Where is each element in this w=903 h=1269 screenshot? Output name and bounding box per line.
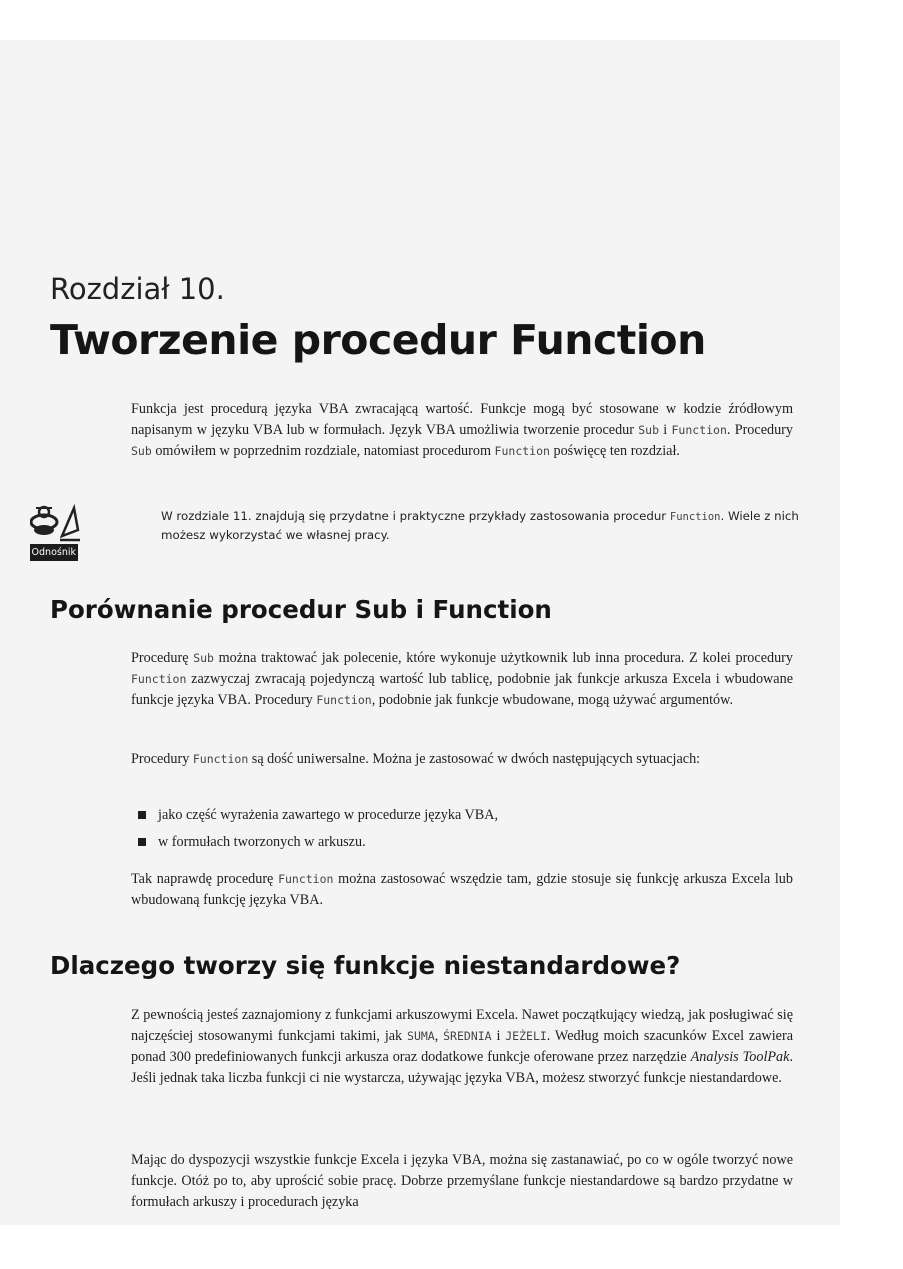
usage-list bbox=[136, 805, 498, 859]
bullet-square-icon bbox=[138, 838, 146, 846]
list-item: jako część wyrażenia zawartego w procedurze języka VBA, bbox=[136, 805, 498, 832]
reference-note-text: W rozdziale 11. znajdują się przydatne i praktyczne przykłady zastosowania procedur Function. Wiele z nich możesz wykorzystać we własnej pracy. bbox=[161, 509, 799, 542]
comparison-paragraph-1: Procedurę Sub można traktować jak polecenie, które wykonuje użytkownik lub inna procedura. Z kolei procedury Function zazwyczaj zwracają pojedynczą wartość lub tablicę, podobnie jak funkcje arkusza Excela i wbudowane funkcje języka VBA. Procedury Function, podobnie jak funkcje wbudowane, mogą używać argumentów. bbox=[131, 650, 793, 708]
comparison-paragraph-2: Procedury Function są dość uniwersalne. Można je zastosować w dwóch następujących sytuacjach: bbox=[131, 751, 701, 767]
comparison-paragraph-3: Tak naprawdę procedurę Function można zastosować wszędzie tam, gdzie stosuje się funkcję arkusza Excela lub wbudowaną funkcję języka VBA. bbox=[131, 871, 793, 908]
reference-label: Odnośnik bbox=[30, 544, 78, 561]
chapter-number: Rozdział 10. bbox=[50, 272, 225, 306]
reference-note-icon bbox=[30, 500, 130, 564]
chapter-title: Tworzenie procedur Function bbox=[50, 316, 706, 364]
section-heading-comparison: Porównanie procedur Sub i Function bbox=[50, 595, 552, 624]
magnifier-book-icon bbox=[30, 500, 130, 546]
section-heading-why-custom: Dlaczego tworzy się funkcje niestandardowe? bbox=[50, 951, 681, 980]
list-item: w formułach tworzonych w arkuszu. bbox=[136, 832, 498, 859]
bullet-square-icon bbox=[138, 811, 146, 819]
intro-paragraph: Funkcja jest procedurą języka VBA zwracającą wartość. Funkcje mogą być stosowane w kodzie źródłowym napisanym w języku VBA lub w formułach. Język VBA umożliwia tworzenie procedur Sub i Function. Procedury Sub omówiłem w poprzednim rozdziale, natomiast procedurom Function poświęcę ten rozdział. bbox=[131, 401, 794, 459]
why-paragraph-1: Z pewnością jesteś zaznajomiony z funkcjami arkuszowymi Excela. Nawet początkujący wiedzą, jak posługiwać się najczęściej stosowanymi funkcjami takimi, jak SUMA, ŚREDNIA i JEŻELI. Według moich szacunków Excel zawiera ponad 300 predefiniowanych funkcji arkusza oraz dodatkowe funkcje oferowane przez narzędzie Analysis ToolPak. Jeśli jednak taka liczba funkcji ci nie wystarcza, używając języka VBA, możesz stworzyć funkcje niestandardowe. bbox=[131, 1007, 794, 1086]
why-paragraph-2: Mając do dyspozycji wszystkie funkcje Excela i języka VBA, można się zastanawiać, po co w ogóle tworzyć nowe funkcje. Otóż po to, aby uprościć sobie pracę. Dobrze przemyślane funkcje niestandardowe są bardzo przydatne w formułach arkuszy i procedurach języka bbox=[131, 1152, 793, 1210]
